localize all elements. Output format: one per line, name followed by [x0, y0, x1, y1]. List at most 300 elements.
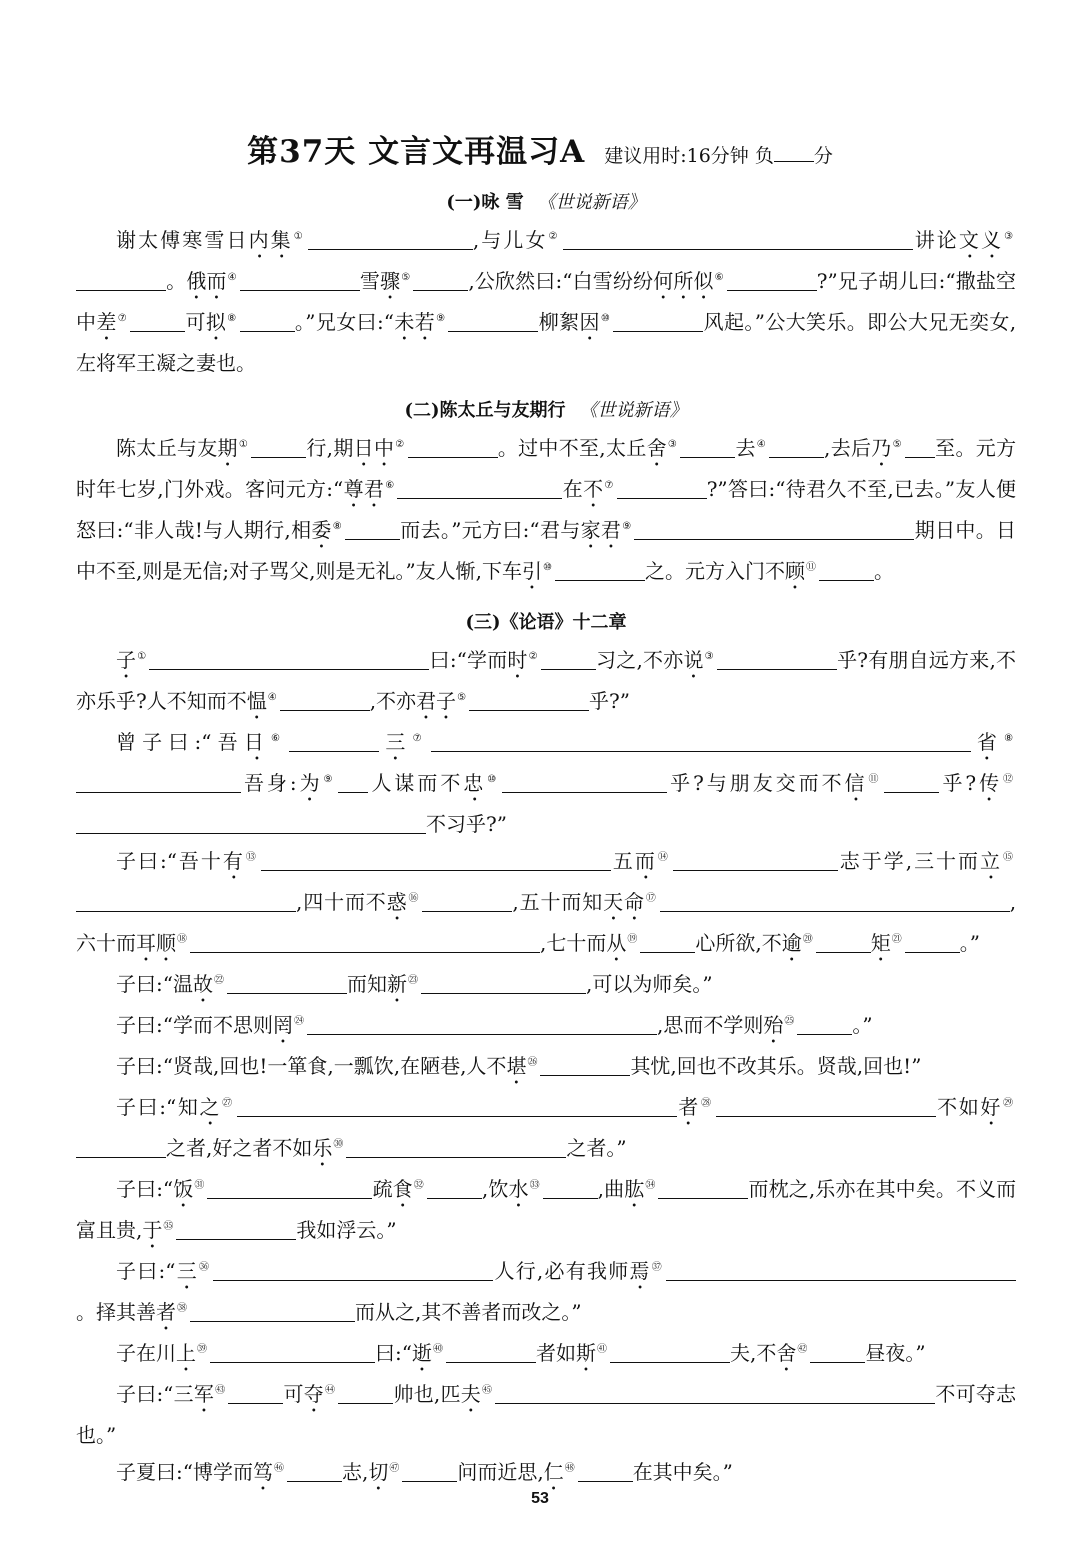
page-number: 53 — [531, 1490, 549, 1507]
dotted-keyword: 因 — [579, 310, 600, 334]
dotted-keyword: 顾 — [785, 559, 806, 583]
dotted-keyword: 逝 — [411, 1341, 432, 1365]
text-segment: ?”答曰:“待君久不至,已去。”友人便怒曰:“非人哉!与人期行,相 — [76, 477, 1017, 542]
footnote-marker: ④ — [756, 439, 767, 451]
text-segment: 谢太傅寒雪日 — [116, 228, 249, 252]
footnote-marker: ㉟ — [163, 1221, 174, 1233]
answer-blank[interactable] — [251, 435, 306, 458]
text-segment: 雪 — [359, 269, 381, 293]
dotted-keyword: 日中 — [353, 436, 395, 460]
dotted-keyword: 有 — [222, 849, 245, 873]
dotted-keyword: 拟 — [205, 310, 227, 334]
footnote-marker: ⑤ — [892, 439, 902, 451]
footnote-marker: ㊹ — [325, 1385, 336, 1397]
dotted-keyword: 逾 — [781, 931, 802, 955]
dotted-keyword: 委 — [311, 518, 332, 542]
text-segment: 志, — [341, 1460, 369, 1484]
dotted-keyword: 而 — [634, 849, 657, 873]
text-segment: 期日中。日中不至,则是无信;对子骂父,则是无礼。”友人惭,下车 — [76, 518, 1017, 583]
text-segment: ,去后 — [824, 436, 872, 460]
worksheet-content — [76, 188, 1016, 1495]
answer-blank[interactable] — [190, 930, 540, 953]
passage-paragraph — [76, 724, 1016, 843]
text-segment: 而从之,其不善者而改之。” — [355, 1300, 582, 1324]
footnote-marker: ⑩ — [600, 313, 611, 325]
dotted-keyword: 于 — [142, 1218, 163, 1242]
footnote-marker: ⑩ — [487, 774, 500, 786]
dotted-keyword: 仁 — [543, 1460, 564, 1484]
text-segment: 心所欲,不 — [695, 931, 782, 955]
answer-blank[interactable] — [237, 1094, 677, 1117]
footnote-marker: ㊻ — [273, 1463, 284, 1475]
text-segment: 疏 — [372, 1177, 393, 1201]
text-segment: 子曰:“知 — [116, 1095, 200, 1119]
answer-blank[interactable] — [308, 227, 473, 250]
footnote-marker: ⑰ — [645, 893, 657, 905]
footnote-marker: ㊱ — [198, 1262, 211, 1274]
text-segment: 子曰:“学而不思则 — [116, 1013, 273, 1037]
footnote-marker: ⑩ — [543, 562, 553, 574]
answer-blank[interactable] — [495, 1381, 935, 1404]
footnote-marker: ㉔ — [293, 1016, 304, 1028]
dotted-keyword: 引 — [522, 559, 543, 583]
passage-paragraph — [76, 430, 1016, 594]
footnote-marker: ① — [293, 231, 305, 243]
footnote-marker: ㉑ — [891, 934, 902, 946]
footnote-marker: ㉝ — [529, 1180, 540, 1192]
answer-blank[interactable] — [816, 930, 871, 953]
text-segment: 而知 — [346, 972, 387, 996]
dotted-keyword: 三 — [175, 1259, 198, 1283]
footnote-marker: ㉙ — [1003, 1098, 1014, 1110]
dotted-keyword: 者 — [156, 1300, 176, 1324]
answer-blank[interactable] — [130, 309, 185, 332]
dotted-keyword: 期 — [217, 436, 238, 460]
answer-blank[interactable] — [640, 930, 695, 953]
dotted-keyword: 家君 — [580, 518, 622, 542]
footnote-marker: ⑧ — [332, 521, 342, 533]
footnote-marker: ㊶ — [596, 1344, 607, 1356]
dotted-keyword: 省 — [970, 730, 1004, 754]
text-segment: 去 — [735, 436, 756, 460]
dotted-keyword: 日 — [243, 730, 271, 754]
dotted-keyword: 乃 — [871, 436, 892, 460]
dotted-keyword: 时 — [507, 648, 528, 672]
dotted-keyword: 故 — [192, 972, 213, 996]
text-segment: ,饮 — [481, 1177, 509, 1201]
dotted-keyword: 乐 — [312, 1136, 333, 1160]
answer-blank[interactable] — [660, 889, 1010, 912]
answer-blank[interactable] — [213, 1258, 493, 1281]
text-segment: ,思而不学则 — [656, 1013, 764, 1037]
section-title-text: (一)咏 雪 — [446, 192, 524, 213]
text-segment: 帅也,匹 — [393, 1382, 461, 1406]
answer-blank[interactable] — [905, 435, 935, 458]
answer-blank[interactable] — [402, 1459, 457, 1482]
footnote-marker: ⑧ — [1004, 733, 1014, 745]
footnote-marker: ⑨ — [622, 521, 632, 533]
score-blank[interactable] — [774, 143, 814, 162]
footnote-marker: ③ — [1004, 231, 1014, 243]
text-segment: 至。元方时年七岁,门外戏。客问元方:“ — [76, 436, 1017, 501]
text-segment: 夫,不 — [729, 1341, 777, 1365]
footnote-marker: ⑧ — [227, 313, 237, 325]
footnote-marker: ⑥ — [714, 272, 724, 284]
answer-blank[interactable] — [680, 435, 735, 458]
text-segment: 子曰:“ — [116, 1259, 176, 1283]
text-segment: 。 — [166, 269, 187, 293]
answer-blank[interactable] — [666, 1258, 1016, 1281]
footnote-marker: ⑨ — [323, 774, 336, 786]
footnote-marker: ⑤ — [401, 272, 411, 284]
answer-blank[interactable] — [578, 1459, 633, 1482]
text-segment: 我如浮云。” — [296, 1218, 397, 1242]
text-segment: 人谋而不 — [368, 771, 464, 795]
answer-blank[interactable] — [540, 1053, 630, 1076]
text-segment: 子曰:“贤哉,回也!一箪食,一瓢饮,在陋巷,人不 — [116, 1054, 507, 1078]
text-segment: 子曰:“三 — [116, 1382, 194, 1406]
dotted-keyword: 食 — [392, 1177, 413, 1201]
text-segment: 吾身: — [241, 771, 297, 795]
dotted-keyword: 切 — [368, 1460, 389, 1484]
text-segment: ,不亦 — [369, 689, 417, 713]
answer-blank[interactable] — [769, 435, 824, 458]
dotted-keyword: 说 — [683, 648, 704, 672]
dotted-keyword: 舍 — [776, 1341, 797, 1365]
dotted-keyword: 不 — [583, 477, 604, 501]
answer-blank[interactable] — [421, 971, 586, 994]
section-title — [76, 188, 1016, 218]
text-segment: 子曰:“ — [116, 1177, 174, 1201]
dotted-keyword: 斯 — [575, 1341, 596, 1365]
dotted-keyword: 忠 — [463, 771, 487, 795]
answer-blank[interactable] — [261, 848, 611, 871]
text-segment: ,公欣然曰:“白雪纷纷 — [468, 269, 654, 293]
answer-blank[interactable] — [76, 1135, 166, 1158]
text-segment: 可 — [185, 310, 206, 334]
text-segment: 乎?有朋自远方来,不亦乐乎?人不知而不 — [76, 648, 1017, 713]
answer-blank[interactable] — [617, 476, 707, 499]
text-segment: 子在川 — [116, 1341, 176, 1365]
answer-blank[interactable] — [413, 268, 468, 291]
footnote-marker: ② — [548, 231, 560, 243]
dotted-keyword: 者 — [676, 1095, 700, 1119]
dotted-keyword: 舍 — [646, 436, 667, 460]
section-source: 《世说新语》 — [579, 400, 688, 421]
text-segment: 之者,好之者不如 — [166, 1136, 313, 1160]
footnote-marker: ㉖ — [527, 1057, 538, 1069]
answer-blank[interactable] — [228, 1381, 283, 1404]
text-segment: 其忧,回也不改其乐。贤哉,回也!” — [630, 1054, 922, 1078]
dotted-keyword: 焉 — [629, 1259, 651, 1283]
footnote-marker: ① — [137, 651, 147, 663]
dotted-keyword: 惑 — [386, 890, 408, 914]
dotted-keyword: 堪 — [506, 1054, 527, 1078]
dotted-keyword: 上 — [176, 1341, 196, 1365]
answer-blank[interactable] — [716, 1094, 936, 1117]
dotted-keyword: 尊君 — [343, 477, 385, 501]
section-title — [76, 608, 1016, 638]
text-segment: 曰:“学而 — [429, 648, 508, 672]
text-segment: ,五十而知 — [512, 890, 604, 914]
dotted-keyword: 之 — [199, 1095, 222, 1119]
footnote-marker: ㊴ — [197, 1344, 207, 1356]
footnote-marker: ⑪ — [868, 774, 882, 786]
dotted-keyword: 三 — [379, 730, 412, 754]
footnote-marker: ⑨ — [436, 313, 446, 325]
answer-blank[interactable] — [207, 1176, 372, 1199]
text-segment: 。” — [959, 931, 980, 955]
footnote-marker: ⑭ — [657, 852, 670, 864]
text-segment: 子曰:“温 — [116, 972, 193, 996]
footnote-marker: ① — [238, 439, 249, 451]
dotted-keyword: 军 — [193, 1382, 215, 1406]
answer-blank[interactable] — [673, 848, 838, 871]
footnote-marker: ④ — [227, 272, 237, 284]
footnote-marker: ㉘ — [700, 1098, 713, 1110]
dotted-keyword: 信 — [844, 771, 868, 795]
text-segment: 。 — [874, 559, 895, 583]
text-segment: ,七十而 — [540, 931, 607, 955]
text-segment: 之。元方入门不 — [645, 559, 786, 583]
footnote-marker: ㊸ — [215, 1385, 226, 1397]
passage-paragraph — [76, 966, 1016, 1007]
dotted-keyword: 愠 — [246, 689, 267, 713]
dotted-keyword: 新 — [386, 972, 407, 996]
answer-blank[interactable] — [287, 1459, 342, 1482]
footnote-marker: ㊵ — [432, 1344, 443, 1356]
text-segment: 之者。” — [566, 1136, 627, 1160]
dotted-keyword: 未若 — [393, 310, 436, 334]
footnote-marker: ㊽ — [564, 1463, 575, 1475]
time-advice-label: 建议用时:16分钟 负 — [604, 145, 774, 167]
footnote-marker: ⑪ — [806, 562, 817, 574]
passage-paragraph — [76, 843, 1016, 966]
answer-blank[interactable] — [307, 1012, 657, 1035]
text-segment: 问而近思, — [457, 1460, 544, 1484]
answer-blank[interactable] — [76, 889, 296, 912]
answer-blank[interactable] — [502, 770, 667, 793]
dotted-keyword: 传 — [976, 771, 1003, 795]
dotted-keyword: 好 — [980, 1095, 1003, 1119]
answer-blank[interactable] — [469, 688, 589, 711]
answer-blank[interactable] — [610, 1340, 730, 1363]
footnote-marker: ㊼ — [389, 1463, 400, 1475]
dotted-keyword: 天命 — [603, 890, 645, 914]
footnote-marker: ㊺ — [481, 1385, 493, 1397]
footnote-marker: ⑦ — [412, 733, 428, 745]
text-segment: 乎?与朋友交而不 — [667, 771, 845, 795]
answer-blank[interactable] — [634, 517, 914, 540]
dotted-keyword: 子 — [116, 648, 137, 672]
dotted-keyword: 何所似 — [653, 269, 714, 293]
answer-blank[interactable] — [280, 688, 370, 711]
answer-blank[interactable] — [810, 1340, 865, 1363]
text-segment: 不可夺志也。” — [76, 1382, 1017, 1447]
footnote-marker: ㉗ — [222, 1098, 234, 1110]
text-segment: 昼夜。” — [865, 1341, 926, 1365]
footnote-marker: ⑮ — [1003, 852, 1014, 864]
footnote-marker: ④ — [267, 692, 277, 704]
text-segment: 不习乎?” — [426, 812, 507, 836]
dotted-keyword: 立 — [980, 849, 1003, 873]
footnote-marker: ③ — [667, 439, 678, 451]
footnote-marker: ㉚ — [333, 1139, 344, 1151]
text-segment: 子夏曰:“博学而 — [116, 1460, 253, 1484]
footnote-marker: ⑦ — [604, 480, 614, 492]
answer-blank[interactable] — [240, 268, 360, 291]
dotted-keyword: 饭 — [173, 1177, 194, 1201]
text-segment: 曰:“ — [375, 1341, 412, 1365]
footnote-marker: ㉞ — [645, 1180, 656, 1192]
passage-paragraph — [76, 642, 1016, 724]
answer-blank[interactable] — [422, 889, 512, 912]
answer-blank[interactable] — [210, 1340, 375, 1363]
text-segment: ?”兄子胡儿曰:“撒盐空中 — [76, 269, 1017, 334]
dotted-keyword: 夺 — [303, 1382, 325, 1406]
answer-blank[interactable] — [338, 1381, 393, 1404]
passage-paragraph — [76, 1048, 1016, 1089]
footnote-marker: ⑲ — [627, 934, 638, 946]
answer-blank[interactable] — [190, 1299, 355, 1322]
section-title-text: (三)《论语》十二章 — [465, 612, 627, 633]
passage-paragraph — [76, 1376, 1016, 1454]
passage-paragraph — [76, 1171, 1016, 1253]
dotted-keyword: 差 — [96, 310, 117, 334]
footnote-marker: ㉛ — [194, 1180, 205, 1192]
footnote-marker: ⑱ — [177, 934, 187, 946]
text-segment: 五 — [610, 849, 635, 873]
answer-blank[interactable] — [541, 647, 596, 670]
text-segment: 陈太丘与友 — [116, 436, 218, 460]
answer-blank[interactable] — [431, 729, 971, 752]
footnote-marker: ③ — [704, 651, 714, 663]
answer-blank[interactable] — [149, 647, 429, 670]
answer-blank[interactable] — [543, 1176, 598, 1199]
passage-paragraph — [76, 1089, 1016, 1171]
text-segment: 习之,不亦 — [595, 648, 684, 672]
text-segment: ,可以为师矣。” — [585, 972, 713, 996]
answer-blank[interactable] — [427, 1176, 482, 1199]
dotted-keyword: 夫 — [460, 1382, 481, 1406]
answer-blank[interactable] — [76, 811, 426, 834]
page-title: 第37天 文言文再温习A — [247, 134, 586, 170]
answer-blank[interactable] — [727, 268, 817, 291]
answer-blank[interactable] — [289, 729, 379, 752]
answer-blank[interactable] — [408, 435, 498, 458]
passage-paragraph — [76, 222, 1016, 382]
text-segment: 讲论 — [912, 228, 959, 252]
answer-blank[interactable] — [448, 309, 538, 332]
answer-blank[interactable] — [76, 268, 166, 291]
text-segment: ,四十而不 — [296, 890, 387, 914]
text-segment: 志于学,三十而 — [837, 849, 981, 873]
text-segment: 不如 — [935, 1095, 981, 1119]
page-header — [0, 126, 1080, 174]
section-source: 《世说新语》 — [537, 192, 646, 213]
answer-blank[interactable] — [819, 558, 874, 581]
dotted-keyword: 矩 — [870, 931, 891, 955]
passage-paragraph — [76, 1335, 1016, 1376]
answer-blank[interactable] — [563, 227, 913, 250]
dotted-keyword: 君子 — [416, 689, 457, 713]
score-unit: 分 — [813, 145, 833, 167]
answer-blank[interactable] — [227, 971, 347, 994]
text-segment: 人行,必有我师 — [493, 1259, 630, 1283]
footnote-marker: ㊷ — [797, 1344, 808, 1356]
answer-blank[interactable] — [717, 647, 837, 670]
answer-blank[interactable] — [555, 558, 645, 581]
dotted-keyword: 耳顺 — [136, 931, 176, 955]
footnote-marker: ㊲ — [651, 1262, 664, 1274]
answer-blank[interactable] — [176, 1217, 296, 1240]
dotted-keyword: 罔 — [272, 1013, 293, 1037]
footnote-marker: ⑬ — [245, 852, 258, 864]
footnote-marker: ㉓ — [407, 975, 418, 987]
text-segment: 行,期 — [306, 436, 354, 460]
passage-paragraph — [76, 1007, 1016, 1048]
section-title-text: (二)陈太丘与友期行 — [404, 400, 566, 421]
footnote-marker: ㉒ — [213, 975, 224, 987]
text-segment: 风起。”公大笑乐。即公大兄无奕女,左将军王凝之妻也。 — [76, 310, 1017, 375]
footnote-marker: ㉜ — [413, 1180, 424, 1192]
answer-blank[interactable] — [76, 770, 241, 793]
passage-paragraph — [76, 1454, 1016, 1495]
text-segment: 在其中矣。” — [632, 1460, 733, 1484]
footnote-marker: ⑯ — [408, 893, 420, 905]
text-segment: 子曰:“吾十 — [116, 849, 223, 873]
footnote-marker: ⑥ — [385, 480, 395, 492]
answer-blank[interactable] — [397, 476, 562, 499]
answer-blank[interactable] — [345, 517, 400, 540]
text-segment: ,与儿女 — [472, 228, 548, 252]
dotted-keyword: 水 — [508, 1177, 529, 1201]
text-segment: 者如 — [535, 1341, 576, 1365]
dotted-keyword: 为 — [296, 771, 323, 795]
footnote-marker: ② — [528, 651, 538, 663]
answer-blank[interactable] — [658, 1176, 748, 1199]
dotted-keyword: 殆 — [763, 1013, 784, 1037]
answer-blank[interactable] — [346, 1135, 566, 1158]
dotted-keyword: 笃 — [252, 1460, 273, 1484]
footnote-marker: ⑫ — [1003, 774, 1014, 786]
text-segment: ,六十而 — [76, 890, 1017, 955]
answer-blank[interactable] — [884, 770, 939, 793]
dotted-keyword: 俄而 — [186, 269, 227, 293]
dotted-keyword: 文义 — [958, 228, 1004, 252]
text-segment: 。” — [852, 1013, 873, 1037]
footnote-marker: ㊳ — [177, 1303, 187, 1315]
answer-blank[interactable] — [905, 930, 960, 953]
text-segment: 曾子曰:“吾 — [116, 730, 244, 754]
answer-blank[interactable] — [338, 770, 368, 793]
text-segment: ,曲 — [597, 1177, 625, 1201]
footnote-marker: ㉕ — [784, 1016, 795, 1028]
footnote-marker: ② — [395, 439, 405, 451]
dotted-keyword: 内集 — [248, 228, 293, 252]
footnote-marker: ⑦ — [117, 313, 128, 325]
answer-blank[interactable] — [446, 1340, 536, 1363]
answer-blank[interactable] — [797, 1012, 852, 1035]
answer-blank[interactable] — [613, 309, 703, 332]
text-segment: 乎?” — [589, 689, 630, 713]
footnote-marker: ⑤ — [457, 692, 467, 704]
text-segment: 。择其善 — [76, 1300, 156, 1324]
answer-blank[interactable] — [240, 309, 295, 332]
time-advice — [604, 145, 833, 167]
footnote-marker: ⑳ — [802, 934, 813, 946]
text-segment: 而去。”元方曰:“君与 — [399, 518, 581, 542]
